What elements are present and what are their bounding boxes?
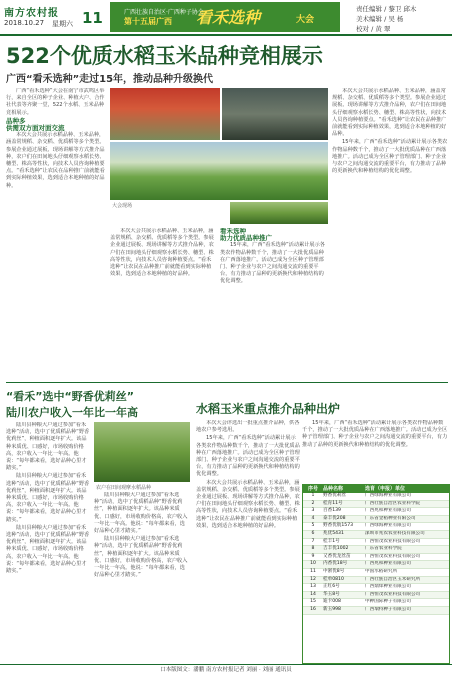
editor-line: 校对 / 黄 翠 bbox=[356, 25, 391, 33]
table-cell: 广西鼎烽种业有限公司 bbox=[365, 584, 411, 590]
table-cell: 5 bbox=[311, 523, 315, 529]
article-lead: 广西“看禾选种”大会在南宁市武鸣区举行，来自全区的种子企业、种植大户、合作社代表等齐聚一堂，522个水稻、玉米品种竞相展示。 bbox=[6, 88, 105, 116]
article-body: 陆川县种粮大户通过参加“看禾选种”活动，选中了优质稻品种“野香优莉丝”，种植面积逐年扩大。该品种米质优、口感好，市场收购价格高，农户收入一年比一年高。他说：“每年都来看，选好品种心里才踏实。” bbox=[6, 422, 90, 472]
banner-logo: 看禾选种 bbox=[196, 8, 261, 27]
article-body: 陆川县种粮大户通过参加“看禾选种”活动，选中了优质稻品种“野香优莉丝”，种植面积逐年扩大。该品种米质优、口感好，市场收购价格高，农户收入一年比一年高。他说：“每年都来看，选好品种心里才踏实。” bbox=[6, 473, 90, 523]
table-cell: 中国水稻研究所 bbox=[365, 568, 398, 574]
article-body: 15年来，广西“看禾选种”活动累计展示各类农作物品种数千个，推动了一大批优质品种在广西落地推广。活动已成为全区种子管理部门、种子企业与农户之间沟通交流的重要平台，有力推动了品种的更新换代和种植结构的优化调整。 bbox=[302, 420, 448, 448]
farmers-photo bbox=[230, 202, 328, 224]
table-cell: 中种国际种子有限公司 bbox=[365, 599, 411, 605]
table-row bbox=[303, 561, 449, 569]
table-cell: 野香优莉丝 bbox=[323, 493, 346, 498]
table-cell: 吉丰优1002 bbox=[323, 546, 349, 552]
table-cell: 迪卡008 bbox=[323, 599, 341, 605]
table-cell: 兆优5431 bbox=[323, 530, 344, 536]
article-body: 本次大会共展示水稻品种、玉米品种，涵盖常规稻、杂交稻、优质稻等多个类型。参展企业通过展板、现场讲解等方式推介品种，农户们在田间地头仔细观察水稻长势、穗型、株高等性状，向技术人员咨询种植要点。“看禾选种”让农民在品种推广前就能看到实际种植效果，选到适合本地种植的好品种。 bbox=[196, 479, 300, 529]
article-body: 陆川县种粮大户通过参加“看禾选种”活动，选中了优质稻品种“野香优莉丝”，种植面积逐年扩大。该品种米质优、口感好，市场收购价格高，农户收入一年比一年高。他说：“每年都来看，选好品种心里才踏实。” bbox=[94, 536, 188, 579]
table-row bbox=[303, 584, 449, 592]
banner-subtitle: 广西壮族自治区·广西种子协会 bbox=[124, 9, 204, 16]
table-row bbox=[303, 599, 449, 607]
varieties-table bbox=[302, 484, 450, 664]
table-cell: 14 bbox=[310, 591, 316, 597]
table-cell: 中浙优8号 bbox=[323, 568, 345, 574]
article3-headline-2: 陆川农户收入一年比一年高 bbox=[6, 406, 138, 419]
field-photo bbox=[110, 142, 328, 200]
table-cell: 9 bbox=[311, 553, 315, 559]
table-cell: 广西恒茂农业科技有限公司 bbox=[365, 538, 421, 544]
article-column-left bbox=[6, 88, 106, 378]
editor-line: 责任编辑 / 黎卫 邱木 bbox=[356, 5, 417, 13]
table-cell: 11 bbox=[310, 568, 316, 574]
table-row bbox=[303, 531, 449, 539]
table-cell: 野香优航1573 bbox=[323, 523, 354, 529]
table-cell: 华玉8号 bbox=[323, 591, 340, 597]
table-cell: 4 bbox=[311, 515, 315, 521]
table-cell: 7 bbox=[311, 538, 315, 544]
table-row bbox=[303, 569, 449, 577]
main-headline: 522个优质水稻玉米品种竞相展示 bbox=[6, 44, 323, 68]
article-body: 陆川县种粮大户通过参加“看禾选种”活动，选中了优质稻品种“野香优莉丝”，种植面积逐年扩大。该品种米质优、口感好，市场收购价格高，农户收入一年比一年高。他说：“每年都来看，选好品种心里才踏实。” bbox=[94, 492, 188, 535]
table-cell: 13 bbox=[310, 584, 316, 590]
photo-caption: 农户在田间观摩水稻品种 bbox=[96, 485, 152, 491]
article-column-mid2 bbox=[220, 228, 328, 378]
column-header: 选育（申报）单位 bbox=[365, 486, 406, 492]
table-cell: 新玉998 bbox=[323, 606, 341, 612]
table-cell: 桂丰1号 bbox=[323, 538, 340, 544]
table-cell: 内香优18号 bbox=[323, 561, 348, 567]
table-cell: 广东省农业科学院 bbox=[365, 546, 402, 552]
table-cell: 泰丰优208 bbox=[323, 515, 346, 521]
section-divider bbox=[6, 382, 448, 383]
column-header: 序号 bbox=[307, 486, 318, 492]
table-cell: 12 bbox=[310, 576, 316, 582]
table-cell: 桂单0810 bbox=[323, 576, 344, 582]
table-section-title: 水稻玉米重点推介品种出炉 bbox=[196, 402, 341, 416]
article3-headline: “看禾”选中“野香优莉丝” bbox=[6, 390, 134, 403]
section-title: 看禾选种 bbox=[220, 228, 246, 235]
article-body: 15年来，广西“看禾选种”活动累计展示各类农作物品种数千个，推动了一大批优质品种在广西落地推广。活动已成为全区种子管理部门、种子企业与农户之间沟通交流的重要平台，有力推动了品种的更新换代和种植结构的优化调整。 bbox=[196, 435, 300, 478]
editor-credits bbox=[356, 4, 416, 34]
table-cell: 16 bbox=[310, 606, 316, 612]
table-cell: 3 bbox=[311, 508, 315, 514]
table-row bbox=[303, 607, 449, 615]
article-body: 15年来，广西“看禾选种”活动累计展示各类农作物品种数千个，推动了一大批优质品种在广西落地推广。活动已成为全区种子管理部门、种子企业与农户之间沟通交流的重要平台，有力推动了品种的更新换代和种植结构的优化调整。 bbox=[220, 242, 325, 285]
ceremony-photo bbox=[110, 88, 220, 140]
table-cell: 又香优龙丝苗 bbox=[323, 553, 351, 559]
table-cell: 广西兆和种业有限公司 bbox=[365, 508, 411, 514]
table-body bbox=[303, 493, 449, 615]
article3-column-1 bbox=[6, 422, 90, 660]
table-cell: 桂育11号 bbox=[323, 500, 343, 506]
article-body: 15年来，广西“看禾选种”活动累计展示各类农作物品种数千个，推动了一大批优质品种在广西落地推广。活动已成为全区种子管理部门、种子企业与农户之间沟通交流的重要平台，有力推动了品种的更新换代和种植结构的优化调整。 bbox=[332, 139, 448, 175]
paper-name: 南方农村报 bbox=[4, 8, 59, 19]
table-cell: 正红6号 bbox=[323, 584, 340, 590]
table-section-column-2 bbox=[302, 420, 448, 480]
table-cell: 10 bbox=[310, 561, 316, 567]
table-cell: 深圳市兆农农业科技有限公司 bbox=[365, 530, 425, 536]
photo-caption: 大会现场 bbox=[112, 203, 133, 209]
table-section-column bbox=[196, 420, 300, 660]
table-cell: 广西恒茂农业科技有限公司 bbox=[365, 553, 421, 559]
table-row bbox=[303, 546, 449, 554]
audience-photo bbox=[222, 88, 328, 140]
table-header bbox=[303, 485, 449, 493]
table-intro: 本次大会评选出一批重点推介品种，供各地农户参考选用。 bbox=[196, 420, 300, 434]
article-body: 本次大会共展示水稻品种、玉米品种，涵盖常规稻、杂交稻、优质稻等多个类型。参展企业通过展板、现场讲解等方式推介品种，农户们在田间地头仔细观察水稻长势、穗型、株高等性状，向技术人员咨询种植要点。“看禾选种”让农民在品种推广前就能看到实际种植效果，选到适合本地种植的好品种。 bbox=[332, 88, 447, 138]
article-column-right bbox=[332, 88, 448, 388]
table-row bbox=[303, 577, 449, 585]
editor-line: 美术编辑 / 吴 杨 bbox=[356, 15, 404, 23]
page-footer: 口本版图文：潘鹏 南方农村报记者 刘丽 · 刘丽 通讯员 bbox=[0, 664, 452, 675]
section-title: 助力优质品种推广 bbox=[220, 234, 272, 243]
table-cell: 6 bbox=[311, 530, 315, 536]
section-title: 品种多 bbox=[6, 116, 26, 125]
table-cell: 百香139 bbox=[323, 508, 341, 514]
table-cell: 广西恒茂农业科技有限公司 bbox=[365, 591, 421, 597]
table-cell: 8 bbox=[311, 546, 315, 552]
article-body: 本次大会共展示水稻品种、玉米品种，涵盖常规稻、杂交稻、优质稻等多个类型。参展企业通过展板、现场讲解等方式推介品种，农户们在田间地头仔细观察水稻长势、穗型、株高等性状，向技术人员咨询种植要点。“看禾选种”让农民在品种推广前就能看到实际种植效果，选到适合本地种植的好品种。 bbox=[110, 228, 214, 278]
table-row bbox=[303, 493, 449, 501]
article-body: 本次大会共展示水稻品种、玉米品种，涵盖常规稻、杂交稻、优质稻等多个类型。参展企业通过展板、现场讲解等方式推介品种，农户们在田间地头仔细观察水稻长势、穗型、株高等性状，向技术人员咨询种植要点。“看禾选种”让农民在品种推广前就能看到实际种植效果，选到适合本地种植的好品种。 bbox=[6, 132, 105, 189]
section-title: 供需双方面对面交流 bbox=[6, 124, 65, 133]
publication-date: 2018.10.27 bbox=[4, 19, 45, 27]
table-cell: 广西绿海种业有限公司 bbox=[365, 523, 411, 529]
table-cell: 1 bbox=[311, 493, 315, 498]
table-cell: 15 bbox=[310, 599, 316, 605]
table-row bbox=[303, 523, 449, 531]
rice-field-photo bbox=[94, 422, 190, 482]
article-column-mid1 bbox=[110, 228, 216, 378]
table-cell: 广东省金稻种业有限公司 bbox=[365, 515, 416, 521]
banner-edition: 第十五届广西 bbox=[124, 17, 172, 26]
publication-weekday: 星期六 bbox=[52, 20, 73, 28]
article3-column-2 bbox=[94, 492, 190, 660]
table-cell: 2 bbox=[311, 500, 315, 506]
column-header: 品种名称 bbox=[323, 486, 344, 492]
table-cell: 广西壮族自治区玉米研究所 bbox=[365, 576, 421, 582]
table-row bbox=[303, 508, 449, 516]
table-cell: 广西瑞特种子有限公司 bbox=[365, 606, 411, 612]
table-cell: 广西壮族自治区农业科学院 bbox=[365, 500, 421, 506]
banner-logo-suffix: 大会 bbox=[296, 15, 315, 25]
article-body: 陆川县种粮大户通过参加“看禾选种”活动，选中了优质稻品种“野香优莉丝”，种植面积逐年扩大。该品种米质优、口感好，市场收购价格高，农户收入一年比一年高。他说：“每年都来看，选好品种心里才踏实。” bbox=[6, 524, 90, 575]
table-cell: 广西绿海种业有限公司 bbox=[365, 493, 411, 498]
page-number: 11 bbox=[82, 9, 103, 27]
main-subheadline: 广西“看禾选种”走过15年，推动品种升级换代 bbox=[6, 74, 214, 85]
table-cell: 广西兆和种业有限公司 bbox=[365, 561, 411, 567]
